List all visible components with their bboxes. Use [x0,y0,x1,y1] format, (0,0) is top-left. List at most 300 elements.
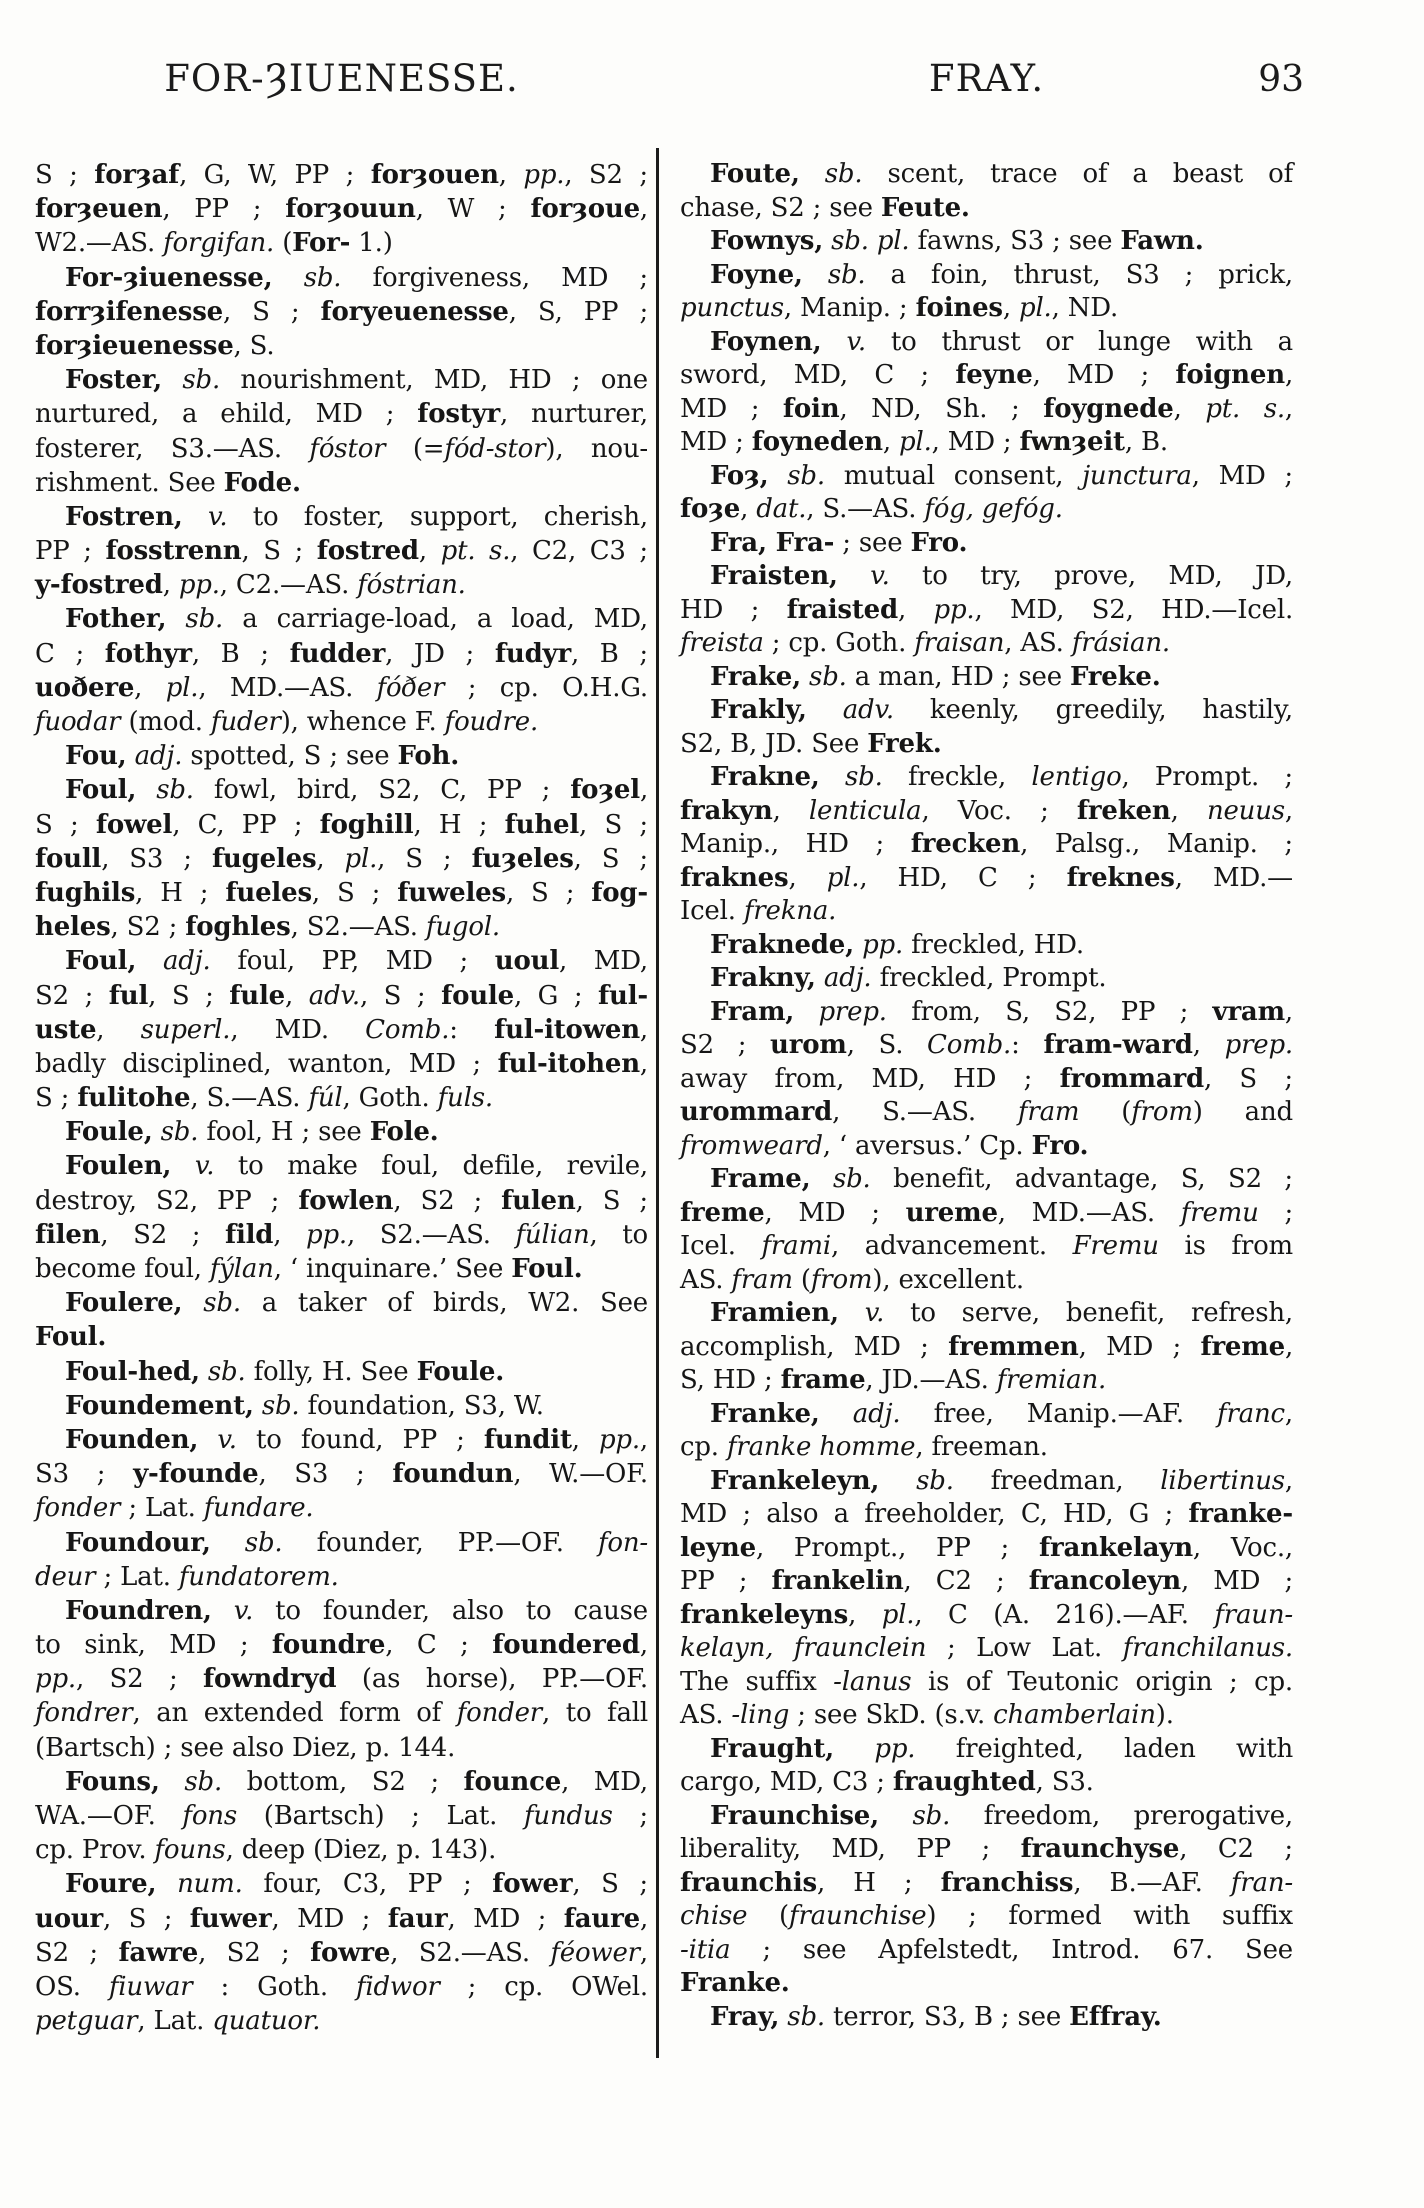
plain-text: , S3. [1035,1767,1094,1797]
plain-text: liberality, MD, PP ; [680,1834,1021,1864]
dict-line [680,862,1293,896]
dict-line [35,1320,648,1354]
plain-text: to serve, benefit, refresh, [884,1298,1293,1328]
bold-text: fudyr [494,638,571,669]
plain-text: , Prompt., PP ; [755,1532,1039,1563]
plain-text: is of Teutonic origin ; cp. [911,1666,1293,1697]
plain-text: , MD, [559,946,648,977]
plain-text: , Lat. [137,2006,213,2037]
bold-text: freken [1076,795,1171,826]
plain-text: , C (A. 216).—AF. [914,1599,1215,1630]
plain-text: ( [792,1264,811,1295]
plain-text: , [639,1048,648,1079]
bold-text: Foul, [65,946,137,977]
italic-text: Comb. [365,1014,450,1045]
dict-line [680,1431,1293,1465]
plain-text: , ND. [1051,293,1119,323]
bold-text: francoleyn [1028,1566,1181,1596]
dict-line [35,671,648,705]
bold-text: founce [463,1766,562,1797]
plain-text: freedman, [953,1465,1161,1496]
plain-text: WA.—OF. [35,1801,183,1831]
plain-text: The suffix [680,1666,834,1697]
italic-text: fremu [1180,1197,1259,1228]
plain-text: free, Manip.—AF. [900,1398,1218,1429]
bold-text: Fraknede, [710,929,854,960]
bold-text: freme [1200,1331,1285,1362]
bold-text: Fro. [1031,1130,1089,1161]
italic-text: v. [233,1595,254,1626]
plain-text: , [1284,1398,1293,1429]
plain-text: , S ; [222,296,321,327]
italic-text: sb. [787,460,825,491]
plain-text: to sink, MD ; [35,1630,272,1661]
italic-text: franke homme [726,1432,916,1462]
plain-text [183,502,208,532]
plain-text: , [1284,996,1293,1027]
dict-line [35,534,648,568]
plain-text: , [96,1014,141,1045]
plain-text: (Bartsch) ; see also Diez, p. 144. [35,1732,456,1763]
plain-text: , C ; [385,1630,493,1661]
dict-line [680,326,1293,360]
italic-text: sb. [184,1766,223,1797]
plain-text [803,260,828,290]
plain-text: forgiveness, MD ; [341,262,648,293]
bold-text: frankeleyns [680,1599,849,1630]
plain-text: cargo, MD, C3 ; [680,1767,893,1797]
italic-text: -ling [731,1700,790,1730]
plain-text [153,1117,161,1147]
dict-line [680,1096,1293,1130]
dict-line [35,1799,648,1833]
italic-text: adj. [134,741,183,772]
plain-text: , G ; [513,980,599,1011]
italic-text: freista [680,628,764,658]
bold-text: foȝel [570,775,640,806]
bold-text: frecken [910,829,1021,859]
italic-text: sb. [824,159,863,189]
plain-text: , S2 ; [393,1185,502,1216]
bold-text: fueles [225,877,312,908]
plain-text: , [639,1014,648,1045]
plain-text: , S ; [311,877,398,908]
dict-line [35,1149,648,1183]
bold-text: fraunchyse [1020,1834,1180,1864]
plain-text: PP ; [35,536,106,567]
plain-text: , [162,570,179,601]
plain-text: , S2.—AS. [290,912,426,943]
plain-text: , deep (Diez, p. 143). [225,1835,497,1866]
bold-text: fraknes [680,862,789,893]
dict-line [680,962,1293,996]
plain-text: , JD.—AS. [865,1365,997,1395]
plain-text [794,997,818,1027]
bold-text: fuweles [397,877,506,908]
plain-text: , MD ; [447,1903,564,1934]
bold-text: fulen [501,1185,576,1216]
plain-text: ; Low Lat. [926,1633,1123,1663]
plain-text: Icel. [680,896,744,926]
dict-line [35,158,648,192]
dict-line [680,929,1293,963]
bold-text: fowel [95,809,173,840]
italic-text: fuder [210,707,281,737]
bold-text: fughils [35,877,136,908]
italic-text: -lanus [833,1666,912,1697]
italic-text: sb. [809,661,847,692]
bold-text: Frankeleyn, [710,1465,880,1496]
plain-text: , [639,775,649,806]
dict-line [680,1331,1293,1365]
italic-text: sb. [827,259,866,290]
bold-text: fraunchis [680,1867,817,1898]
italic-text: sb. [160,1117,199,1148]
plain-text: , [639,1424,648,1455]
italic-text: Comb. [927,1030,1012,1060]
dict-line [35,1526,648,1560]
italic-text: franchilanus. [1122,1633,1293,1663]
italic-text: pp. [862,929,904,960]
plain-text: MD ; also a freeholder, C, HD, G ; [680,1499,1189,1529]
dict-line [680,895,1293,929]
plain-text [198,1425,217,1455]
dict-line [680,560,1293,594]
plain-text: , S ; [148,980,230,1011]
plain-text: freedom, prerogative, [950,1800,1293,1831]
dict-line [35,192,648,226]
dict-line [680,627,1293,661]
bold-text: foundered [492,1630,640,1661]
italic-text: fram [1017,1097,1080,1127]
italic-text: pp. [523,160,565,190]
plain-text: , Voc. ; [921,795,1077,826]
italic-text: fýlan [209,1254,274,1284]
dict-line [35,226,648,260]
italic-text: frásian. [1071,628,1170,658]
italic-text: fundus [523,1801,613,1831]
italic-text: petguar [35,2006,138,2037]
plain-text: OS. [35,1971,109,2002]
bold-text: Founden, [65,1424,199,1455]
dict-line [680,359,1293,393]
plain-text: , S, PP ; [508,296,649,327]
plain-text [807,695,843,725]
plain-text: , S2 ; [110,912,186,943]
running-head-right: FRAY. [928,57,1045,100]
italic-text: v. [194,1151,215,1182]
bold-text: fostyr [417,399,500,430]
plain-text: , MD. [230,1014,366,1045]
plain-text [136,946,163,976]
italic-text: sb. [916,1465,954,1496]
plain-text: , B. [1124,427,1168,457]
dict-line [680,1900,1293,1934]
bold-text: urommard [680,1097,833,1127]
bold-text: ful [108,980,149,1011]
plain-text: : [1011,1030,1044,1060]
bold-text: fawre [118,1937,199,1968]
dict-line [680,1565,1293,1599]
bold-text: fraisted [786,594,898,625]
italic-text: sb. [787,2001,825,2032]
dict-line [680,1666,1293,1700]
dict-line [35,876,648,910]
plain-text: 1.) [350,228,393,259]
bold-text: forȝouen [370,160,499,190]
plain-text [160,1767,185,1797]
plain-text: fowl, bird, S2, C, PP ; [193,775,571,806]
dict-line [680,1163,1293,1197]
bold-text: Foynen, [710,326,822,357]
dict-line [35,1594,648,1628]
bold-text: Fro. [910,527,968,558]
dict-line [35,363,648,397]
plain-text: a foin, thrust, S3 ; prick, [865,259,1293,290]
dict-line [35,1902,648,1936]
bold-text: vram [1212,996,1285,1027]
plain-text: , S ; [572,1869,648,1900]
dict-line [35,466,648,500]
dict-line [680,996,1293,1030]
italic-text: foudre. [444,707,539,737]
bold-text: foygnede [1043,393,1174,424]
italic-text: pl. [1019,293,1052,323]
plain-text: ( [1079,1097,1132,1127]
bold-text: fowlen [298,1185,394,1216]
plain-text [838,561,870,591]
plain-text: , [418,536,441,567]
bold-text: freknes [1066,862,1175,893]
dict-line [35,1833,648,1867]
plain-text: MD ; [680,393,783,424]
bold-text: y-fostred [35,570,163,601]
dict-line [680,594,1293,628]
bold-text: foyneden [751,427,883,457]
dict-line [680,225,1293,259]
dict-line [35,261,648,295]
bold-text: Foul, [65,775,137,806]
plain-text: , S2 ; [198,1937,311,1968]
italic-text: fondrer [35,1698,133,1729]
plain-text: , S ; [359,980,442,1011]
italic-text: frami [761,1231,832,1261]
plain-text: ; see SkD. (s.v. [789,1700,994,1730]
plain-text: ; see [834,527,911,558]
plain-text: a taker of birds, W2. See [240,1288,648,1319]
right-column [680,158,1293,2034]
bold-text: Frek. [867,728,942,759]
plain-text: S ; [35,160,95,190]
bold-text: foȝe [680,494,741,524]
italic-text: pp. [178,570,220,601]
plain-text: ) ; formed with suffix [926,1901,1293,1931]
italic-text: pp. [598,1424,640,1455]
bold-text: frommard [1059,1063,1204,1094]
plain-text: , to fall [542,1698,649,1729]
plain-text: , MD, S2, HD.—Icel. [974,594,1294,625]
plain-text [162,365,182,395]
dict-line [35,1355,648,1389]
plain-text: , S ; [1203,1063,1293,1094]
bold-text: Fownys, [710,226,824,256]
plain-text: , S.—AS. [190,1083,309,1114]
bold-text: fostred [316,536,419,567]
dict-line [680,661,1293,695]
italic-text: v. [207,501,228,532]
plain-text: to founder, also to cause [253,1595,648,1626]
plain-text: freckled, HD. [903,929,1084,960]
dict-line [35,1457,648,1491]
plain-text: , MD ; [271,1903,388,1934]
dict-line [35,1389,648,1423]
plain-text: , S3 ; [258,1459,393,1490]
plain-text: , S2 ; [100,1219,225,1250]
bold-text: foryeuenesse [320,296,509,327]
bold-text: Foyne, [710,259,803,290]
plain-text: , S ; [103,1903,190,1934]
bold-text: fower [492,1869,573,1900]
bold-text: foundre [271,1630,386,1661]
plain-text: , MD.— [1174,862,1293,893]
dict-line [680,1833,1293,1867]
plain-text: , S2 ; [564,160,648,190]
bold-text: Feute. [880,192,970,223]
plain-text: , [772,795,809,826]
plain-text: , [1170,795,1207,826]
bold-text: Fraunchise, [710,1800,879,1831]
italic-text: franc [1217,1398,1285,1429]
italic-text: sb. [912,1800,951,1831]
bold-text: fog- [591,877,648,908]
bold-text: Franke, [710,1398,820,1429]
italic-text: sb. [203,1288,241,1319]
bold-text: leyne [680,1532,756,1563]
dict-line [680,1197,1293,1231]
dict-line [680,1699,1293,1733]
bold-text: Frakly, [710,695,807,725]
italic-text: fromweard [680,1130,823,1161]
dict-line [35,1081,648,1115]
italic-text: fran- [1230,1867,1293,1898]
italic-text: fremian. [996,1365,1107,1395]
italic-text: fóstor [309,433,386,464]
column-divider-rule [656,148,659,2058]
italic-text: prep. [1224,1030,1293,1060]
italic-text: fúlian [515,1219,590,1250]
plain-text: ; cp. Goth. [763,628,915,658]
dict-line [680,1967,1293,2001]
dict-line [680,460,1293,494]
dict-line [680,694,1293,728]
bold-text: forȝouun [285,194,416,225]
dict-line [680,493,1293,527]
plain-text: , S.—AS. [832,1097,1018,1127]
plain-text [834,1734,874,1764]
dict-line [35,1013,648,1047]
plain-text [171,1151,195,1181]
dict-line [680,1733,1293,1767]
plain-text: ), whence F. [280,707,445,737]
plain-text: from, S, S2, PP ; [886,996,1213,1027]
bold-text: ful-itohen [497,1048,640,1079]
bold-text: forȝaf [94,160,180,190]
bold-text: Foute, [710,159,800,189]
bold-text: y-founde [133,1459,259,1490]
bold-text: Frame, [710,1164,811,1194]
italic-text: sb. [303,262,342,293]
plain-text: , MD.—AS. [997,1197,1181,1228]
italic-text: forgifan. [163,228,275,259]
plain-text: AS. [680,1264,732,1295]
bold-text: franke- [1188,1499,1293,1529]
italic-text: frekna. [743,896,837,926]
bold-text: Fram, [710,996,795,1027]
plain-text: , to [589,1219,648,1250]
plain-text: ; cp. OWel. [439,1971,648,2002]
plain-text: , [788,862,827,893]
plain-text: Icel. [680,1231,762,1261]
dict-line [35,2004,648,2038]
bold-text: Framien, [710,1298,839,1328]
dict-line [35,1252,648,1286]
plain-text [820,1399,853,1429]
plain-text: , [285,980,309,1011]
dict-line [680,1766,1293,1800]
bold-text: fothyr [104,638,192,669]
plain-text: , Goth. [342,1083,438,1114]
italic-text: v. [864,1298,885,1328]
plain-text: , [639,1903,649,1934]
bold-text: fraughted [892,1767,1036,1797]
plain-text: mutual consent, [824,460,1083,491]
dict-line [680,1029,1293,1063]
bold-text: filen [35,1219,101,1250]
plain-text: , [1284,1465,1293,1496]
italic-text: sb. [156,775,194,806]
italic-text: libertinus [1160,1465,1285,1496]
plain-text: , B ; [191,638,290,669]
italic-text: deur [35,1561,96,1592]
italic-text: fuodar [35,707,121,737]
bold-text: Fray, [710,2001,780,2032]
italic-text: fugol. [425,912,500,943]
plain-text: , [1173,393,1206,424]
plain-text: freighted, laden with [915,1733,1293,1764]
dict-line [680,795,1293,829]
italic-text: fonder [456,1698,543,1729]
plain-text: , W ; [415,194,531,225]
plain-text: foundation, S3, W. [299,1390,544,1421]
plain-text: , MD ; [1032,360,1176,390]
bold-text: uoul [494,946,560,977]
plain-text [273,263,304,293]
bold-text: ful-itowen [494,1014,640,1045]
italic-text: lenticula [808,795,922,826]
plain-text [254,1391,262,1421]
bold-text: frankelayn [1038,1532,1193,1563]
dict-line [680,1532,1293,1566]
bold-text: Fode. [223,467,301,498]
bold-text: Foundren, [65,1595,212,1626]
plain-text [200,1357,208,1387]
italic-text: from [1131,1097,1193,1127]
dict-line [35,1662,648,1696]
dict-line [680,1398,1293,1432]
bold-text: Foundement, [65,1390,254,1421]
bold-text: Frakny, [710,963,816,993]
dict-line [680,1364,1293,1398]
